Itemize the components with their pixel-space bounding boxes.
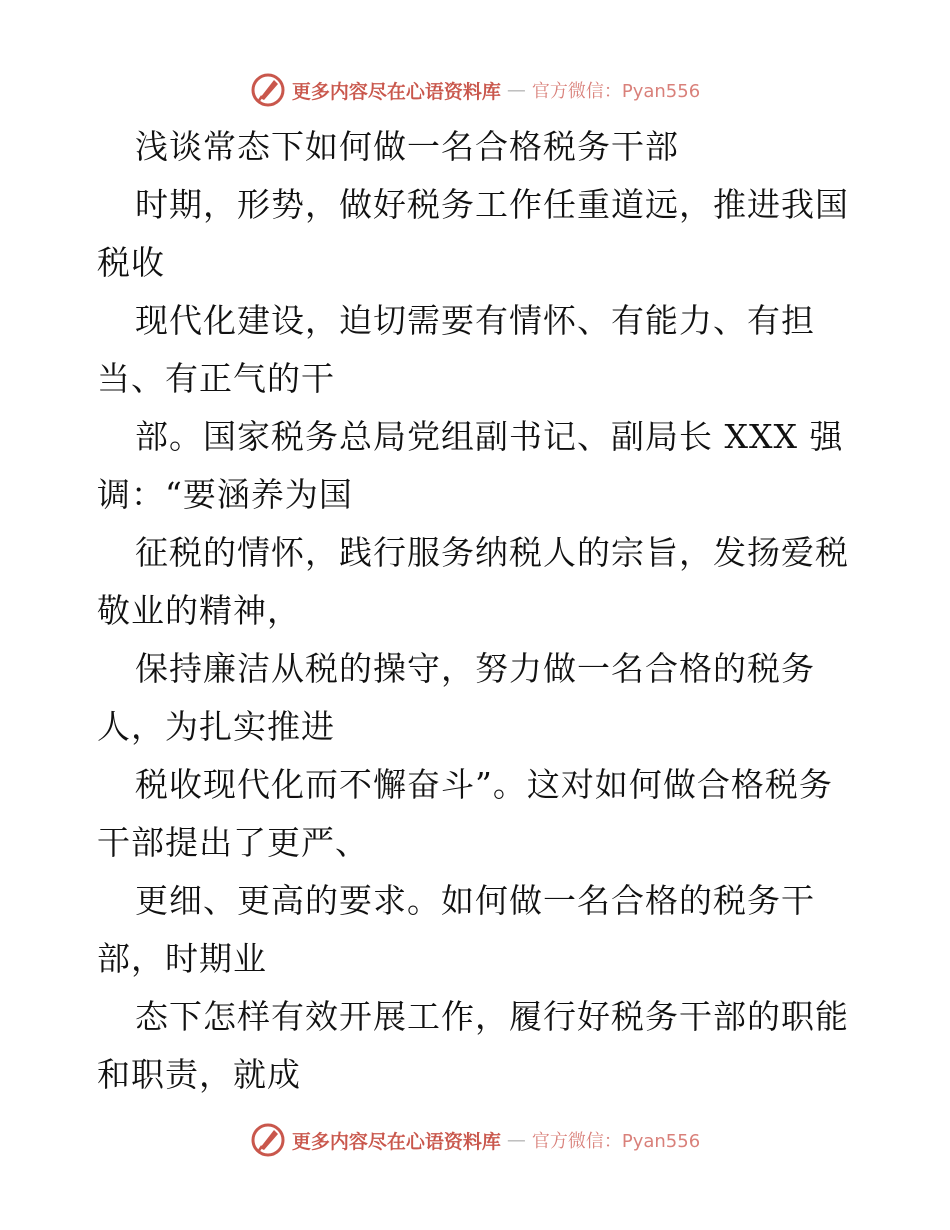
footer-dash: — [506,1129,526,1151]
document-text-line: 时期，形势，做好税务工作任重道远，推进我国 [135,185,849,224]
header-dash: — [506,79,526,101]
footer-wechat-text: 官方微信：Pyan556 [531,1131,701,1152]
document-text-line: 当、有正气的干 [97,359,335,398]
quill-pen-logo-icon [250,1122,286,1158]
document-text-line: 调：“要涵养为国 [97,475,353,514]
document-text-line: 税收现代化而不懈奋斗”。这对如何做合格税务 [135,765,833,804]
document-text-line: 敬业的精神， [97,591,301,630]
footer-brand-text: 更多内容尽在心语资料库 [291,1130,501,1153]
document-text-line: 干部提出了更严、 [97,823,369,862]
document-text-line: 部。国家税务总局党组副书记、副局长 XXX 强 [135,417,844,456]
document-text-line: 部，时期业 [97,939,267,978]
header-watermark-banner [0,70,950,110]
document-text-line: 态下怎样有效开展工作，履行好税务干部的职能 [135,997,849,1036]
document-text-line: 更细、更高的要求。如何做一名合格的税务干 [135,881,815,920]
footer-watermark-banner [0,1120,950,1160]
header-brand-text: 更多内容尽在心语资料库 [291,80,501,103]
document-text-line: 现代化建设，迫切需要有情怀、有能力、有担 [135,301,815,340]
quill-pen-logo-icon [250,72,286,108]
document-title-line: 浅谈常态下如何做一名合格税务干部 [135,127,679,166]
document-body [97,118,857,1104]
document-text-line: 税收 [97,243,165,282]
document-text-line: 和职责，就成 [97,1055,301,1094]
document-text-line: 征税的情怀，践行服务纳税人的宗旨，发扬爱税 [135,533,849,572]
document-text-line: 人，为扎实推进 [97,707,335,746]
document-text-line: 保持廉洁从税的操守，努力做一名合格的税务 [135,649,815,688]
header-wechat-text: 官方微信：Pyan556 [531,81,701,102]
